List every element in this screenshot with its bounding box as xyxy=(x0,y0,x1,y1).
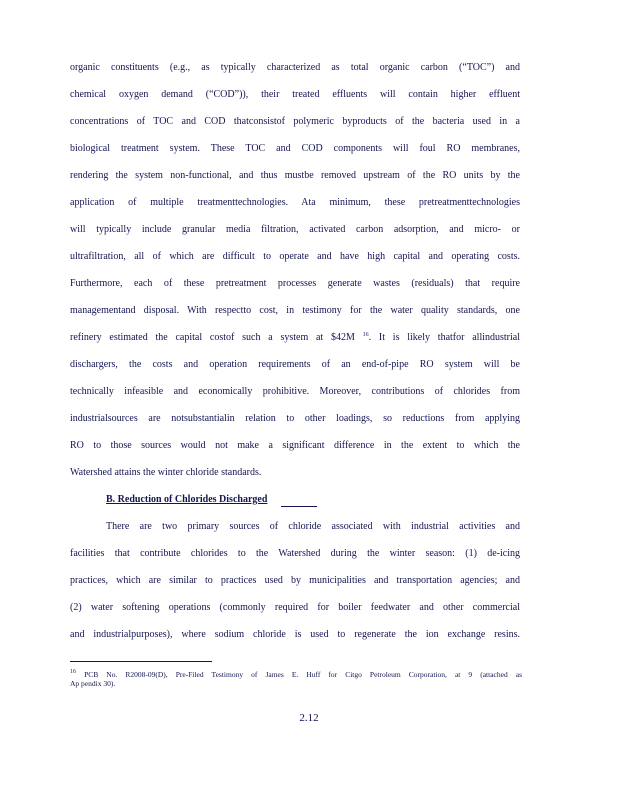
heading-underline-rule xyxy=(281,506,317,507)
body-line: rendering the system non-functional, and thus mustbe removed upstream of the RO units by the xyxy=(70,170,520,181)
section-line: There are two primary sources of chloride associated with industrial activities and xyxy=(106,521,520,532)
footnote-line: Ap pendix 30). xyxy=(70,679,116,688)
footnote-number: 16 xyxy=(70,669,76,675)
body-line: chemical oxygen demand (“COD”)), their treated effluents will contain higher effluent xyxy=(70,89,520,100)
footnote-line xyxy=(70,670,522,679)
body-line: dischargers, the costs and operation requirements of an end-of-pipe RO system will be xyxy=(70,359,520,370)
section-line: and industrialpurposes), where sodium chloride is used to regenerate the ion exchange resins. xyxy=(70,629,520,640)
body-line: Furthermore, each of these pretreatment processes generate wastes (residuals) that require xyxy=(70,278,520,289)
body-line: concentrations of TOC and COD thatconsistof polymeric byproducts of the bacteria used in a xyxy=(70,116,520,127)
body-text: refinery estimated the capital costof such a system at $42M xyxy=(70,332,355,343)
section-heading: B. Reduction of Chlorides Discharged xyxy=(106,494,268,505)
body-line: Watershed attains the winter chloride standards. xyxy=(70,467,262,478)
body-line: ultrafiltration, all of which are difficult to operate and have high capital and operating costs. xyxy=(70,251,520,262)
footnote-reference: 16 xyxy=(362,332,369,338)
body-line: RO to those sources would not make a significant difference in the extent to which the xyxy=(70,440,520,451)
body-line: managementand disposal. With respectto cost, in testimony for the water quality standards, one xyxy=(70,305,520,316)
body-line: will typically include granular media filtration, activated carbon adsorption, and micro- or xyxy=(70,224,520,235)
page-number: 2.12 xyxy=(299,712,319,724)
footnote-text: PCB No. R2008-09(D), Pre-Filed Testimony of James E. Huff for Citgo Petroleum Corporation, at 9 (attached as xyxy=(84,670,523,679)
body-line: technically infeasible and economically prohibitive. Moreover, contributions of chlorides from xyxy=(70,386,520,397)
body-line: organic constituents (e.g., as typically characterized as total organic carbon (“TOC”) and xyxy=(70,62,520,73)
body-line: industrialsources are notsubstantialin relation to other loadings, so reductions from applying xyxy=(70,413,520,424)
section-line: practices, which are similar to practices used by municipalities and transportation agencies; and xyxy=(70,575,520,586)
footnote-separator xyxy=(70,661,212,662)
body-line: biological treatment system. These TOC and COD components will foul RO membranes, xyxy=(70,143,520,154)
body-line: application of multiple treatmenttechnologies. Ata minimum, these pretreatmenttechnologies xyxy=(70,197,520,208)
section-line: facilities that contribute chlorides to the Watershed during the winter season: (1) de-icing xyxy=(70,548,520,559)
section-line: (2) water softening operations (commonly required for boiler feedwater and other commercial xyxy=(70,602,520,613)
body-text: . It is likely thatfor allindustrial xyxy=(368,332,520,343)
body-line-with-footnote xyxy=(70,332,520,344)
